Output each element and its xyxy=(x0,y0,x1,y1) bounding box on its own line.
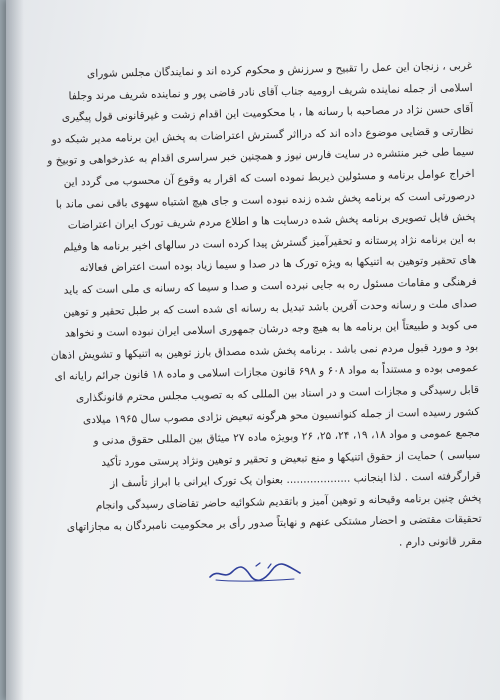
letter-line: قرارگرفته است . لذا اینجانب ................... بعنوان یک تورک ایرانی با ابراز تأسف از xyxy=(109,470,481,490)
letter-line: سیما طی خبر منتشره در سایت فارس نیوز و همچنین خبر سراسری اقدام به عذرخواهی و توبیخ و xyxy=(47,146,475,168)
letter-line: اسلامی از جمله نماینده شریف ارومیه جناب آقای نادر قاضی پور و نماینده شریف مرند وجلفا xyxy=(68,81,473,103)
letter-line: کشور رسیده است از جمله کنوانسیون محو هرگونه تبعیض نژادی مصوب سال ۱۹۶۵ میلادی xyxy=(82,405,480,426)
letter-page xyxy=(6,0,500,700)
letter-line: تحقیقات مقتضی و احضار مشتکی عنهم و نهایتاً صدور رأی بر محکومیت نامبردگان به مجازاتهای xyxy=(66,513,482,535)
letter-line: نظارتی و قضایی موضوع داده اند که درااثر گسترش اعتراضات به پخش این برنامه مدیر شبکه دو xyxy=(51,124,474,146)
letter-line: سیاسی ) حمایت از حقوق اتنیکها و منع تبعیض و تحقیر و توهین ونژاد پرستی مورد تأکید xyxy=(101,448,481,469)
letter-line: فرهنگی و مقامات مسئول ره به جایی نبرده است و صدا و سیما که رسانه ی ملی است که باید xyxy=(63,275,477,297)
letter-line: مجمع عمومی و مواد ۱۸، ۱۹، ۲۴، ۲۵، ۲۶ وبویژه ماده ۲۷ میثاق بین المللی حقوق مدنی و xyxy=(93,427,481,448)
handwritten-signature xyxy=(206,560,304,586)
letter-line: غربی ، زنجان این عمل را تقبیح و سرزنش و محکوم کرده اند و نمایندگان مجلس شورای xyxy=(86,59,473,81)
letter-line: پخش چنین برنامه وقیحانه و توهین آمیز و باتقدیم شکوائیه حاضر تقاضای رسیدگی وانجام xyxy=(95,491,482,512)
letter-line: صدای ملت و رسانه وحدت آفرین باشد تبدیل به رسانه ای شده است که بر طبل تحقیر و توهین xyxy=(63,297,478,319)
letter-line: اخراج عوامل برنامه و مسئولین ذیربط نموده است که اقرار به وقوع آن محسوب می گردد این xyxy=(63,167,475,189)
letter-line: قابل رسیدگی و مجازات است و در اسناد بین المللی که به تصویب مجلس محترم قانونگذاری xyxy=(75,383,480,405)
letter-line: پخش فایل تصویری برنامه پخش شده درسایت ها و اطلاع مردم شریف تورک ایران اعتراضات xyxy=(67,211,476,232)
letter-line: مقرر قانونی دارم . xyxy=(398,534,483,549)
letter-line: می کوبد و طبیعتاً این برنامه ها به هیچ وجه درشان جمهوری اسلامی ایران نبوده است و نخواهد xyxy=(64,319,478,340)
letter-body xyxy=(44,56,482,562)
page-shadow xyxy=(6,0,24,700)
letter-line: عمومی بوده و مستنداً به مواد ۶۰۸ و ۶۹۸ قانون مجازات اسلامی و ماده ۱۸ قانون جرائم رایانه ای xyxy=(54,362,479,384)
letter-line: بود و مورد قبول مردم نمی باشد . برنامه پخش شده مصداق بارز توهین به اتنیکها و تشویش اذهان xyxy=(50,340,479,362)
letter-line: آقای حسن نژاد در مصاحبه با رسانه ها ، با محکومیت این اقدام زشت و غیرقانونی قول پیگیری xyxy=(61,103,474,124)
letter-line: درصورتی است که برنامه پخش شده زنده نبوده است و جای هیچ اشتباه سهوی باقی نمی ماند با xyxy=(55,189,476,211)
letter-line: های تحقیر وتوهین به اتنیکها به ویژه تورک ها در صدا و سیما زیاد بوده است اعتراض فعالانه xyxy=(79,254,477,275)
letter-line: به این برنامه نژاد پرستانه و تحقیرآمیز گسترش پیدا کرده است در سالهای اخیر برنامه ها وفیلم xyxy=(63,232,476,254)
